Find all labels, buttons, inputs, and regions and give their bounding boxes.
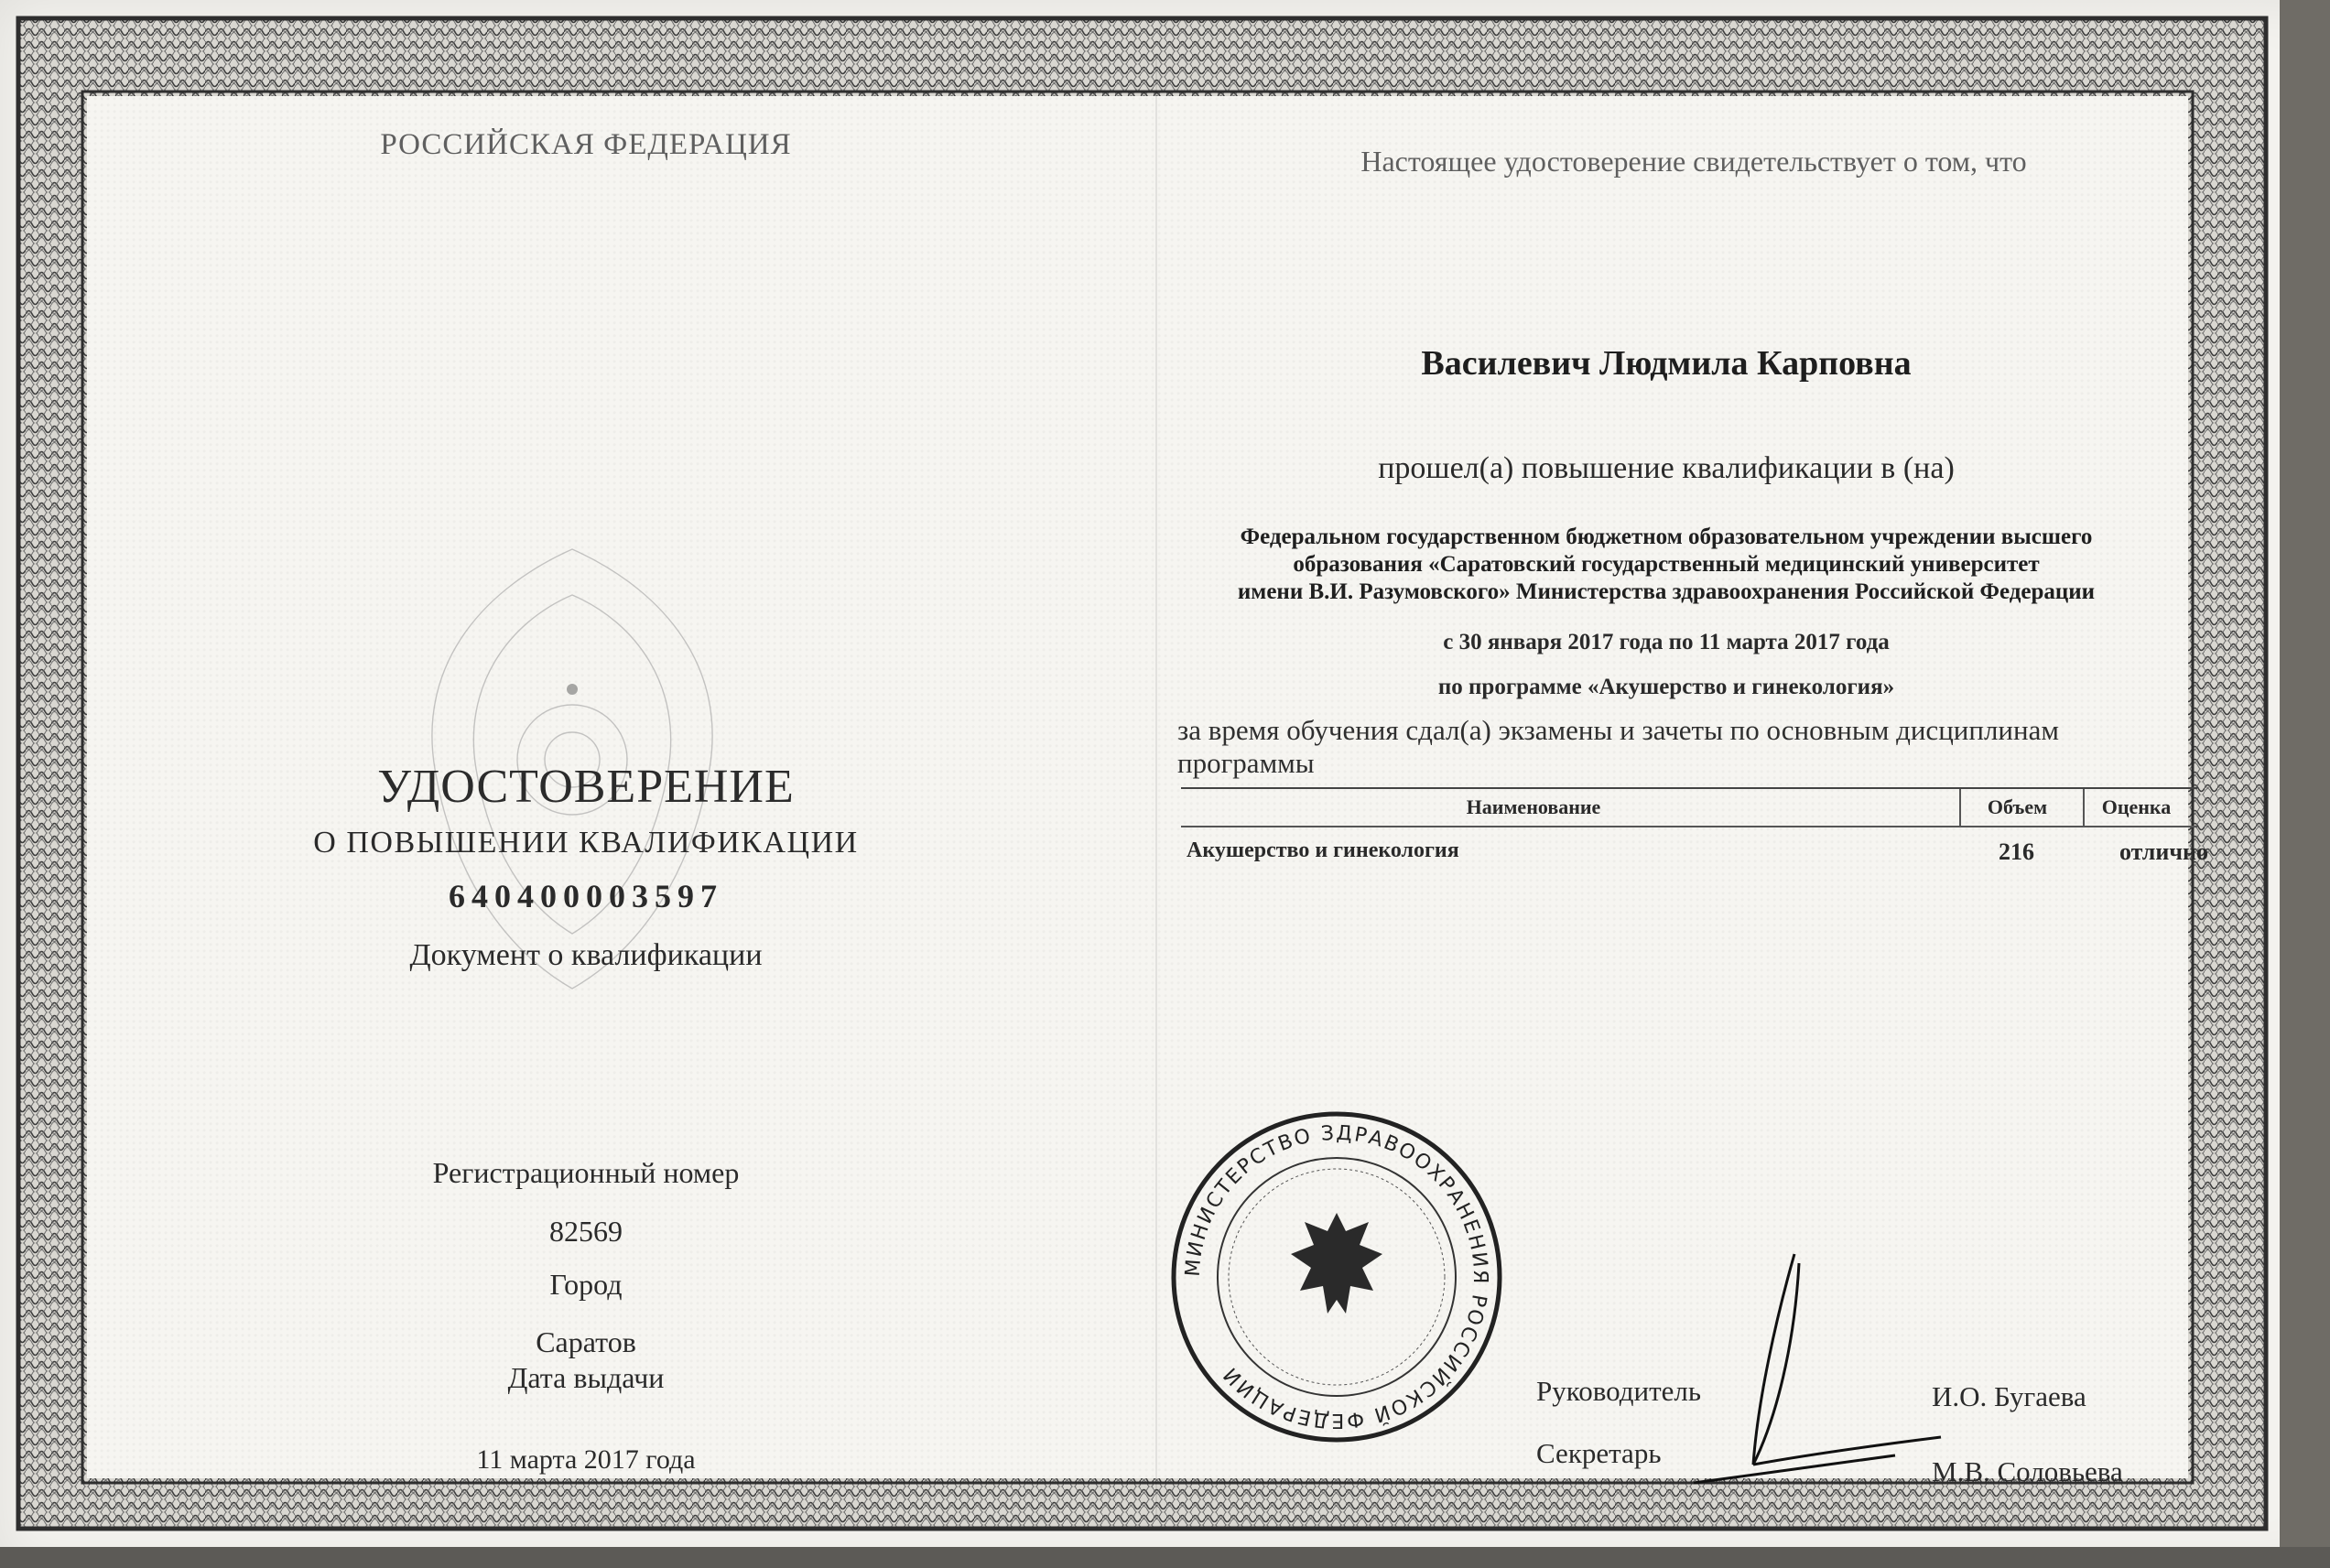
svg-text:МИНИСТЕРСТВО ЗДРАВООХРАНЕНИЯ Р: МИНИСТЕРСТВО ЗДРАВООХРАНЕНИЯ РОССИЙСКОЙ ФЕДЕРАЦИИ — [1181, 1121, 1492, 1433]
holder-full-name: Василевич Людмила Карповна — [1421, 344, 1912, 383]
certificate-number: 640400003597 — [449, 878, 723, 914]
document-kind: Документ о квалификации — [409, 938, 763, 972]
table-header — [1181, 787, 2197, 827]
header-grade: Оценка — [2083, 789, 2188, 826]
issue-date-label: Дата выдачи — [507, 1361, 665, 1394]
page-fold — [1155, 55, 1157, 1519]
country-name: РОССИЙСКАЯ ФЕДЕРАЦИЯ — [380, 128, 792, 161]
official-seal-stamp — [1163, 1103, 1511, 1451]
discipline-volume: 216 — [1999, 838, 2034, 865]
secretary-name: М.В. Соловьева — [1932, 1455, 2123, 1487]
discipline-grade: отлично — [2119, 838, 2208, 865]
institution-line: имени В.И. Разумовского» Министерства здравоохранения Российской Федерации — [1237, 579, 2096, 604]
disciplines-table — [1181, 787, 2208, 868]
city-value: Саратов — [536, 1325, 636, 1358]
program-name: по программе «Акушерство и гинекология» — [1437, 675, 1895, 699]
header-volume: Объем — [1959, 789, 2074, 826]
certificate-title: УДОСТОВЕРЕНИЕ — [377, 761, 795, 813]
registration-number: 82569 — [549, 1215, 623, 1248]
table-row — [1181, 827, 2208, 868]
issue-date: 11 марта 2017 года — [476, 1444, 696, 1475]
certificate-subtitle: О ПОВЫШЕНИИ КВАЛИФИКАЦИИ — [313, 826, 859, 860]
city-label: Город — [549, 1268, 623, 1301]
header-name: Наименование — [1466, 795, 1601, 818]
institution-line: Федеральном государственном бюджетном образовательном учреждении высшего — [1240, 524, 2093, 549]
study-period: с 30 января 2017 года по 11 марта 2017 года — [1443, 630, 1890, 654]
intro-text: Настоящее удостоверение свидетельствует о том, что — [1360, 145, 2027, 178]
head-label: Руководитель — [1536, 1375, 1702, 1407]
institution-line: образования «Саратовский государственный медицинский университет — [1293, 552, 2040, 577]
handwritten-signature — [1666, 1236, 1978, 1501]
registration-number-label: Регистрационный номер — [432, 1156, 740, 1189]
institution-name — [1190, 524, 2142, 606]
discipline-name: Акушерство и гинекология — [1187, 838, 1459, 862]
secretary-label: Секретарь — [1536, 1437, 1662, 1469]
passed-text: прошел(а) повышение квалификации в (на) — [1378, 451, 1955, 485]
exams-text: за время обучения сдал(а) экзамены и зачеты по основным дисциплинам программы — [1177, 714, 2059, 779]
head-name: И.О. Бугаева — [1932, 1380, 2086, 1412]
